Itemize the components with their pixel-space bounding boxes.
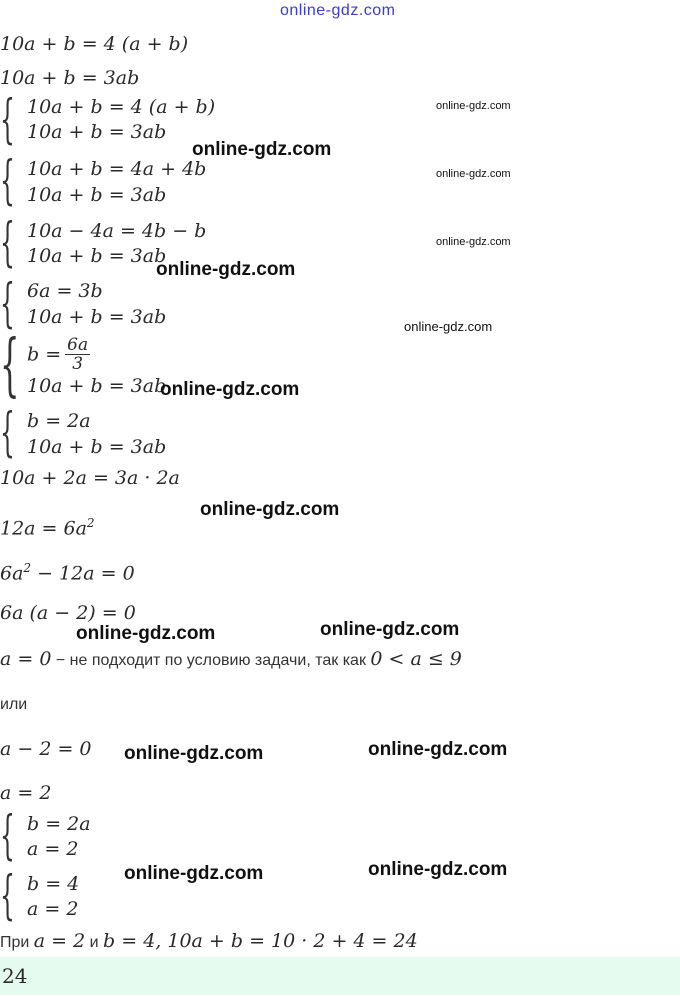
brace-icon: { [0, 151, 15, 211]
watermark: online-gdz.com [124, 743, 264, 764]
exponent: 2 [23, 561, 32, 575]
system-row: a = 2 [27, 838, 79, 860]
equation-line [0, 512, 95, 539]
equation-rest: − 12a = 0 [31, 562, 135, 585]
system-row: 10a + b = 3ab [27, 184, 167, 206]
watermark: online-gdz.com [200, 499, 340, 520]
answer-value: 24 [2, 964, 28, 988]
brace-icon: { [0, 90, 15, 150]
watermark: online-gdz.com [76, 623, 216, 644]
system-row: b = 4 [27, 873, 80, 895]
watermark: online-gdz.com [156, 259, 296, 280]
header-watermark: online-gdz.com [280, 2, 396, 19]
brace-icon: { [0, 403, 15, 463]
equation-line: a = 2 [0, 782, 52, 804]
system-row: b = 2a [27, 410, 91, 432]
equation-line [0, 557, 135, 584]
equation-line: 10a + 2a = 3a · 2a [0, 467, 180, 489]
or-text: или [0, 696, 28, 713]
result-text: и [85, 934, 104, 951]
watermark: online-gdz.com [404, 319, 493, 334]
system-row: 10a + b = 4a + 4b [27, 158, 207, 180]
system-row: 10a + b = 3ab [27, 245, 167, 267]
system-row: 10a + b = 3ab [27, 306, 167, 328]
watermark: online-gdz.com [436, 236, 511, 248]
watermark: online-gdz.com [124, 863, 264, 884]
watermark: online-gdz.com [320, 619, 460, 640]
equation-base: 6a [0, 562, 24, 585]
answer-box [0, 957, 680, 995]
brace-icon: { [0, 326, 20, 405]
system-row: b = 2a [27, 813, 91, 835]
brace-icon: { [0, 866, 15, 926]
brace-icon: { [0, 213, 15, 273]
system-row: 10a − 4a = 4b − b [27, 220, 207, 242]
watermark: online-gdz.com [368, 859, 508, 880]
exponent: 2 [86, 516, 95, 530]
system-row [27, 336, 90, 373]
watermark: online-gdz.com [192, 139, 332, 160]
fraction-numerator: 6a [67, 335, 89, 355]
brace-icon: { [0, 806, 15, 866]
equation-line: 10a + b = 3ab [0, 67, 140, 89]
system-row: 10a + b = 4 (a + b) [27, 96, 216, 118]
system-row: a = 2 [27, 898, 79, 920]
equation-line: 6a (a − 2) = 0 [0, 602, 136, 624]
math-inline: b = 4, 10a + b = 10 · 2 + 4 = 24 [103, 930, 418, 952]
math-inline: a = 0 [0, 648, 52, 670]
condition-line [0, 648, 462, 672]
result-line [0, 930, 418, 954]
math-inline: 0 < a ≤ 9 [370, 648, 462, 670]
watermark: online-gdz.com [160, 379, 300, 400]
equation-line: a − 2 = 0 [0, 738, 92, 760]
fraction [65, 336, 90, 373]
system-row: 10a + b = 3ab [27, 375, 167, 397]
equation-base: 12a = 6a [0, 517, 87, 540]
fraction-denominator: 3 [72, 354, 84, 374]
watermark: online-gdz.com [436, 168, 511, 180]
equation-line: 10a + b = 4 (a + b) [0, 33, 189, 55]
watermark: online-gdz.com [368, 739, 508, 760]
system-row: 10a + b = 3ab [27, 436, 167, 458]
fraction-lhs: b = [27, 343, 62, 366]
condition-text: − не подходит по условию задачи, так как [51, 652, 371, 669]
brace-icon: { [0, 274, 15, 334]
math-inline: a = 2 [33, 930, 86, 952]
system-row: 10a + b = 3ab [27, 121, 167, 143]
system-row: 6a = 3b [27, 280, 103, 302]
watermark: online-gdz.com [436, 100, 511, 112]
result-text: При [0, 934, 34, 951]
